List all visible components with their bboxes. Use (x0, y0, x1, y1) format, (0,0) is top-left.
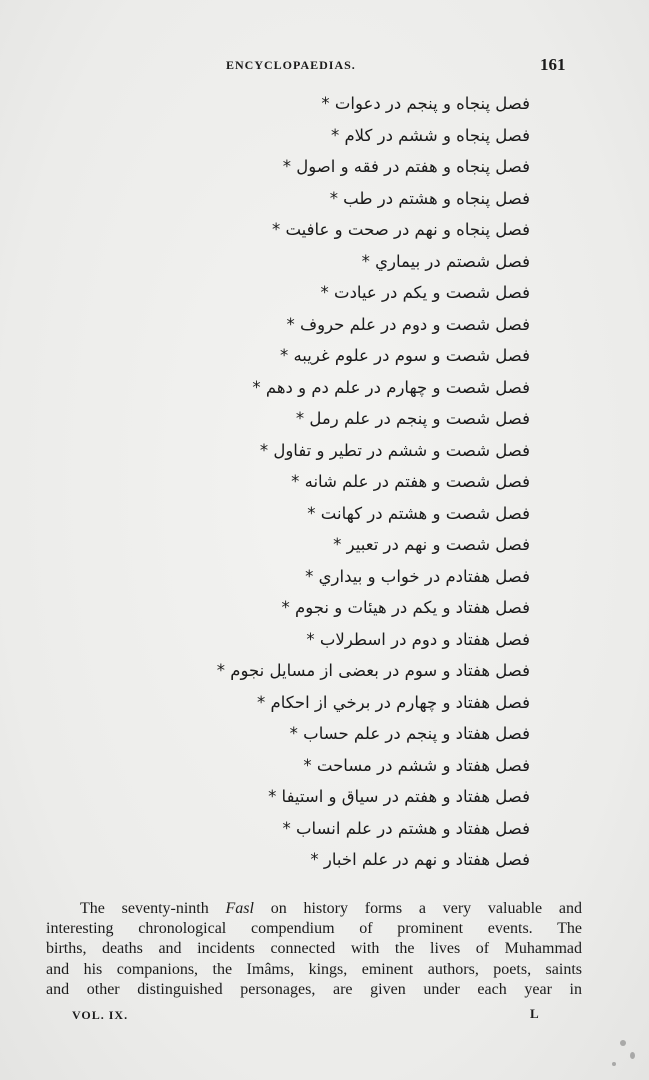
paragraph-line: births, deaths and incidents connected with the lives of Muhammad (46, 940, 582, 958)
list-item: فصل پنجاه و نهم در صحت و عافیت * (271, 220, 530, 239)
list-item: فصل پنجاه و ششم در کلام * (330, 125, 530, 145)
ink-speck (612, 1062, 616, 1066)
list-item: فصل هفتاد و ششم در مساحت * (303, 755, 530, 775)
ink-speck (630, 1052, 635, 1059)
list-item: فصل هفتاد و نهم در علم اخبار * (310, 850, 530, 869)
page-number: 161 (540, 55, 566, 74)
chapter-list (180, 88, 530, 876)
list-item: فصل هفتاد و پنجم در علم حساب * (289, 724, 530, 743)
paragraph-line: and other distinguished personages, are given under each year in (46, 980, 582, 998)
list-item: فصل پنجاه و پنجم در دعوات * (321, 94, 530, 113)
list-item: فصل هفتاد و چهارم در برخي از احکام * (257, 692, 530, 712)
list-item: فصل شصت و هفتم در علم شانه * (291, 472, 530, 491)
list-item: فصل شصت و پنجم در علم رمل * (295, 409, 530, 428)
list-item: فصل شصت و دوم در علم حروف * (286, 314, 530, 334)
emphasis: Fasl (225, 900, 254, 917)
paragraph-line: The seventy-ninth Fasl on history forms a very valuable and (80, 900, 583, 917)
list-item: فصل شصت و سوم در علوم غریبه * (279, 346, 530, 365)
list-item: فصل شصت و چهارم در علم دم و دهم * (252, 377, 530, 397)
list-item: فصل هفتاد و هفتم در سیاق و استیفا * (268, 787, 530, 806)
gathering-signature: L (530, 1006, 539, 1021)
list-item: فصل پنجاه و هشتم در طب * (329, 188, 530, 208)
ink-speck (620, 1040, 626, 1046)
list-item: فصل هفتاد و هشتم در علم انساب * (282, 818, 530, 838)
list-item: فصل شصت و یکم در عیادت * (320, 283, 530, 302)
body-paragraph (46, 899, 582, 1000)
list-item: فصل هفتاد و دوم در اسطرلاب * (306, 629, 530, 649)
list-item: فصل شصت و هشتم در کهانت * (307, 503, 530, 523)
list-item: فصل هفتادم در خواب و بیداري * (305, 566, 530, 586)
paragraph-line: interesting chronological compendium of prominent events. The (46, 920, 582, 938)
list-item: فصل شصت و ششم در تطیر و تفاول * (259, 440, 530, 460)
running-header: ENCYCLOPAEDIAS. (226, 58, 356, 72)
list-item: فصل هفتاد و یکم در هیئات و نجوم * (281, 598, 530, 617)
list-item: فصل پنجاه و هفتم در فقه و اصول * (282, 157, 530, 176)
list-item: فصل شصتم در بیماري * (361, 251, 530, 271)
list-item: فصل شصت و نهم در تعبیر * (333, 535, 530, 554)
paragraph-line: and his companions, the Imâms, kings, eminent authors, poets, saints (46, 960, 582, 978)
volume-signature: VOL. IX. (72, 1008, 129, 1022)
list-item: فصل هفتاد و سوم در بعضی از مسایل نجوم * (216, 661, 530, 680)
